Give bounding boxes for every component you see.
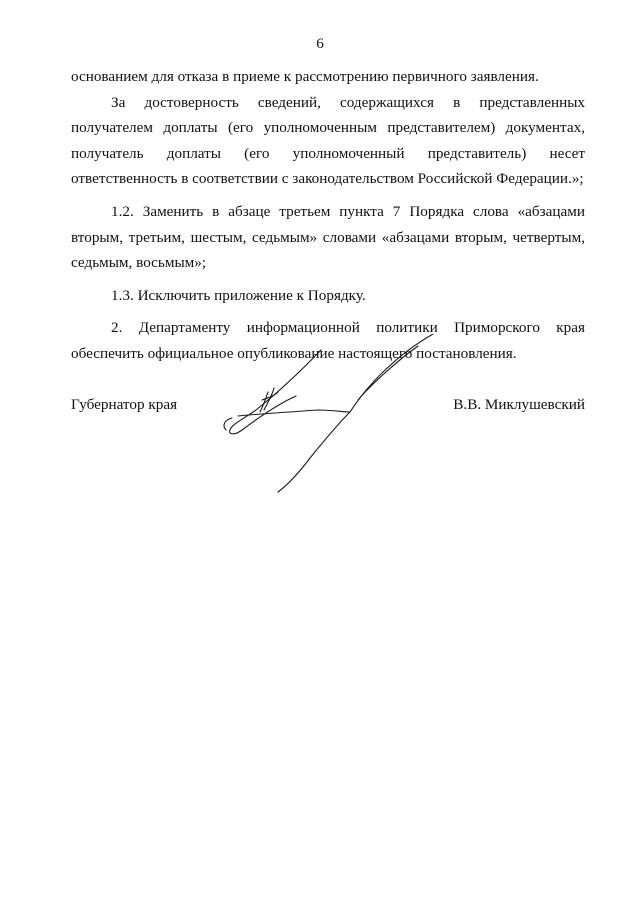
handwritten-signature (218, 334, 448, 494)
document-body (71, 64, 585, 367)
paragraph-line: вторым, третьим, шестым, седьмым» словами «абзацами вторым, четвертым, (71, 228, 585, 246)
paragraph-line: 1.3. Исключить приложение к Порядку. (111, 286, 366, 304)
paragraph-line: 1.2. Заменить в абзаце третьем пункта 7 Порядка слова «абзацами (111, 202, 585, 220)
paragraph-line: обеспечить официальное опубликование настоящего постановления. (71, 344, 517, 362)
page-number: 6 (316, 35, 324, 52)
paragraph-line: получателем доплаты (его уполномоченным представителем) документах, (71, 119, 585, 137)
paragraph-line: основанием для отказа в приеме к рассмотрению первичного заявления. (71, 68, 539, 85)
signatory-name: В.В. Миклушевский (453, 396, 585, 413)
paragraph-line: получатель доплаты (его уполномоченный представитель) несет (71, 144, 585, 162)
paragraph-line: За достоверность сведений, содержащихся в представленных (111, 93, 585, 111)
signatory-title: Губернатор края (71, 396, 178, 413)
paragraph-line: ответственность в соответствии с законодательством Российской Федерации.»; (71, 170, 584, 188)
paragraph-line: седьмым, восьмым»; (71, 254, 207, 272)
paragraph-line: 2. Департаменту информационной политики Приморского края (111, 319, 585, 337)
